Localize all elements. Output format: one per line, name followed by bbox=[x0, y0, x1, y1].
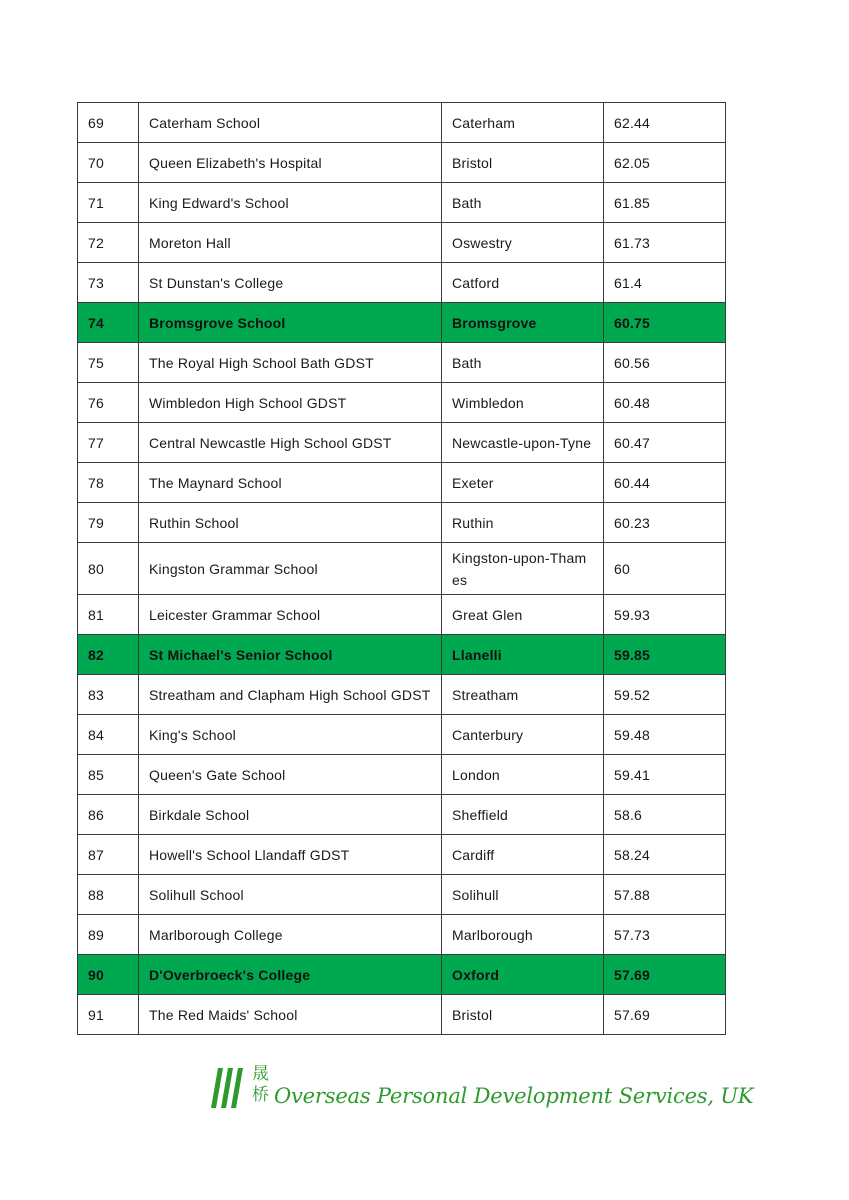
rank-cell: 83 bbox=[78, 675, 139, 715]
rank-cell: 69 bbox=[78, 103, 139, 143]
rank-cell: 74 bbox=[78, 303, 139, 343]
table-row bbox=[78, 143, 726, 183]
rank-cell: 79 bbox=[78, 503, 139, 543]
rank-cell: 78 bbox=[78, 463, 139, 503]
rank-cell: 73 bbox=[78, 263, 139, 303]
score-cell: 60.47 bbox=[604, 423, 726, 463]
score-cell: 62.05 bbox=[604, 143, 726, 183]
logo-company-name: Overseas Personal Development Services, UK bbox=[274, 1084, 754, 1108]
score-cell: 57.69 bbox=[604, 995, 726, 1035]
location-cell: Bromsgrove bbox=[442, 303, 604, 343]
school-name-cell: St Dunstan's College bbox=[139, 263, 442, 303]
rank-cell: 76 bbox=[78, 383, 139, 423]
location-cell: Canterbury bbox=[442, 715, 604, 755]
table-row bbox=[78, 543, 726, 595]
score-cell: 60.48 bbox=[604, 383, 726, 423]
logo-chinese-char-2: 桥 bbox=[252, 1085, 269, 1105]
table-row bbox=[78, 223, 726, 263]
school-name-cell: The Red Maids' School bbox=[139, 995, 442, 1035]
table-row bbox=[78, 103, 726, 143]
table-row bbox=[78, 675, 726, 715]
location-cell: Caterham bbox=[442, 103, 604, 143]
location-cell: Kingston-upon-Thames bbox=[442, 543, 604, 595]
location-cell: Marlborough bbox=[442, 915, 604, 955]
ranking-table-body bbox=[78, 103, 726, 1035]
location-cell: Llanelli bbox=[442, 635, 604, 675]
score-cell: 59.85 bbox=[604, 635, 726, 675]
location-cell: Bristol bbox=[442, 143, 604, 183]
table-row-highlighted bbox=[78, 635, 726, 675]
rank-cell: 80 bbox=[78, 543, 139, 595]
school-name-cell: Moreton Hall bbox=[139, 223, 442, 263]
location-cell: Streatham bbox=[442, 675, 604, 715]
score-cell: 61.73 bbox=[604, 223, 726, 263]
location-cell: Oxford bbox=[442, 955, 604, 995]
location-cell: London bbox=[442, 755, 604, 795]
location-cell: Great Glen bbox=[442, 595, 604, 635]
score-cell: 57.88 bbox=[604, 875, 726, 915]
school-name-cell: The Royal High School Bath GDST bbox=[139, 343, 442, 383]
score-cell: 62.44 bbox=[604, 103, 726, 143]
score-cell: 57.69 bbox=[604, 955, 726, 995]
table-row bbox=[78, 463, 726, 503]
rank-cell: 86 bbox=[78, 795, 139, 835]
rank-cell: 70 bbox=[78, 143, 139, 183]
table-row bbox=[78, 795, 726, 835]
rank-cell: 75 bbox=[78, 343, 139, 383]
rank-cell: 85 bbox=[78, 755, 139, 795]
table-row bbox=[78, 263, 726, 303]
rank-cell: 88 bbox=[78, 875, 139, 915]
rank-cell: 72 bbox=[78, 223, 139, 263]
table-row bbox=[78, 423, 726, 463]
rank-cell: 87 bbox=[78, 835, 139, 875]
school-name-cell: Birkdale School bbox=[139, 795, 442, 835]
score-cell: 60.23 bbox=[604, 503, 726, 543]
table-row bbox=[78, 835, 726, 875]
school-name-cell: Marlborough College bbox=[139, 915, 442, 955]
table-row bbox=[78, 383, 726, 423]
school-name-cell: Howell's School Llandaff GDST bbox=[139, 835, 442, 875]
school-name-cell: Streatham and Clapham High School GDST bbox=[139, 675, 442, 715]
score-cell: 59.48 bbox=[604, 715, 726, 755]
school-name-cell: Queen's Gate School bbox=[139, 755, 442, 795]
school-name-cell: Queen Elizabeth's Hospital bbox=[139, 143, 442, 183]
location-cell: Bath bbox=[442, 183, 604, 223]
location-cell: Sheffield bbox=[442, 795, 604, 835]
location-cell: Cardiff bbox=[442, 835, 604, 875]
rank-cell: 84 bbox=[78, 715, 139, 755]
rank-cell: 90 bbox=[78, 955, 139, 995]
logo-chinese-char-1: 晟 bbox=[252, 1064, 269, 1084]
table-row-highlighted bbox=[78, 955, 726, 995]
table-row bbox=[78, 875, 726, 915]
rank-cell: 91 bbox=[78, 995, 139, 1035]
table-row bbox=[78, 715, 726, 755]
score-cell: 60.56 bbox=[604, 343, 726, 383]
school-name-cell: Solihull School bbox=[139, 875, 442, 915]
score-cell: 60.75 bbox=[604, 303, 726, 343]
location-cell: Bath bbox=[442, 343, 604, 383]
location-cell: Solihull bbox=[442, 875, 604, 915]
rank-cell: 81 bbox=[78, 595, 139, 635]
school-name-cell: The Maynard School bbox=[139, 463, 442, 503]
table-row bbox=[78, 595, 726, 635]
table-row bbox=[78, 755, 726, 795]
school-name-cell: Kingston Grammar School bbox=[139, 543, 442, 595]
school-name-cell: Wimbledon High School GDST bbox=[139, 383, 442, 423]
school-name-cell: Bromsgrove School bbox=[139, 303, 442, 343]
score-cell: 60 bbox=[604, 543, 726, 595]
location-cell: Catford bbox=[442, 263, 604, 303]
table-row bbox=[78, 995, 726, 1035]
logo-bars-icon bbox=[210, 1068, 250, 1108]
school-name-cell: King's School bbox=[139, 715, 442, 755]
table-row bbox=[78, 343, 726, 383]
location-cell: Ruthin bbox=[442, 503, 604, 543]
table-row-highlighted bbox=[78, 303, 726, 343]
school-name-cell: Central Newcastle High School GDST bbox=[139, 423, 442, 463]
location-cell: Wimbledon bbox=[442, 383, 604, 423]
school-name-cell: King Edward's School bbox=[139, 183, 442, 223]
location-cell: Exeter bbox=[442, 463, 604, 503]
rank-cell: 89 bbox=[78, 915, 139, 955]
score-cell: 59.52 bbox=[604, 675, 726, 715]
score-cell: 58.24 bbox=[604, 835, 726, 875]
school-name-cell: Ruthin School bbox=[139, 503, 442, 543]
table-row bbox=[78, 183, 726, 223]
table-row bbox=[78, 503, 726, 543]
company-logo bbox=[210, 1064, 754, 1114]
location-cell: Newcastle-upon-Tyne bbox=[442, 423, 604, 463]
school-name-cell: Leicester Grammar School bbox=[139, 595, 442, 635]
table-row bbox=[78, 915, 726, 955]
score-cell: 61.4 bbox=[604, 263, 726, 303]
location-cell: Bristol bbox=[442, 995, 604, 1035]
school-name-cell: Caterham School bbox=[139, 103, 442, 143]
score-cell: 59.93 bbox=[604, 595, 726, 635]
rank-cell: 77 bbox=[78, 423, 139, 463]
score-cell: 57.73 bbox=[604, 915, 726, 955]
score-cell: 60.44 bbox=[604, 463, 726, 503]
score-cell: 61.85 bbox=[604, 183, 726, 223]
score-cell: 58.6 bbox=[604, 795, 726, 835]
school-name-cell: St Michael's Senior School bbox=[139, 635, 442, 675]
rank-cell: 71 bbox=[78, 183, 139, 223]
school-name-cell: D'Overbroeck's College bbox=[139, 955, 442, 995]
location-cell: Oswestry bbox=[442, 223, 604, 263]
ranking-table bbox=[77, 102, 726, 1035]
logo-chinese-text bbox=[252, 1064, 269, 1106]
score-cell: 59.41 bbox=[604, 755, 726, 795]
rank-cell: 82 bbox=[78, 635, 139, 675]
